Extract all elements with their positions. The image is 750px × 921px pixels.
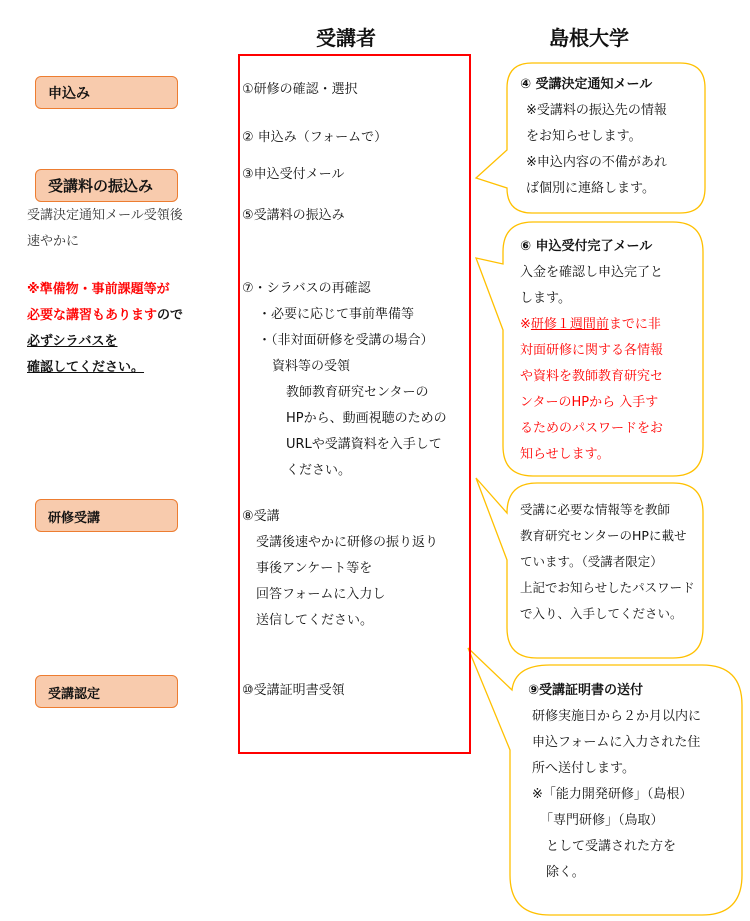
syllabus-warning [27,277,183,381]
step-line: ⑧受講 [242,509,280,524]
step-line: 受講後速やかに研修の振り返り [256,535,439,550]
step-line: 教師教育研究センターの [286,385,429,400]
callout-title: ④ 受講決定通知メール [520,77,653,92]
warning-line: ので [157,308,184,323]
step-8 [242,504,438,634]
callout-emphasis: 研修１週間前 [530,317,609,332]
note-line: 速やかに [27,234,80,249]
step-5: ⑤受講料の振込み [242,208,345,223]
warning-line: 必要な講習もあります [27,308,158,323]
step-line: URLや受講資料を入手して [286,437,442,452]
step-line: 回答フォームに入力し [256,587,386,602]
callout-4-text [520,72,667,202]
step-line: 送信してください。 [256,613,374,628]
callout-line: までに非 [608,317,661,332]
warning-line: 確認してください。 [27,360,145,375]
header-university: 島根大学 [549,26,629,50]
callout-line: ※申込内容の不備があれ [526,155,667,170]
payment-note [27,203,183,255]
step-line: ・（非対面研修を受講の場合） [258,333,434,348]
callout-info-text [520,497,695,627]
callout-line: 入金を確認し申込完了と [520,265,664,280]
step-line: ・必要に応じて事前準備等 [258,307,415,322]
stage-attendance: 研修受講 [35,499,178,532]
callout-line: 対面研修に関する各情報 [520,343,664,358]
step-line: 資料等の受領 [272,359,351,374]
callout-line: 教育研究センターのHPに載せ [520,528,687,543]
callout-line: 「専門研修」（鳥取） [540,813,664,828]
callout-line: ています。（受講者限定） [520,554,663,569]
callout-line: 上記でお知らせしたパスワード [520,580,695,595]
callout-title: ⑨受講証明書の送付 [528,683,644,698]
callout-line: 受講に必要な情報等を教師 [520,502,671,517]
callout-line: ンターのHPから 入手す [520,395,659,410]
callout-line: で入り、入手してください。 [520,606,683,621]
warning-line: 必ずシラバスを [27,334,118,349]
step-line: HPから、動画視聴のための [286,411,447,426]
step-10: ⑩受講証明書受領 [242,683,345,698]
stage-certification: 受講認定 [35,675,178,708]
callout-6-text [520,234,663,468]
callout-line: 研修実施日から２か月以内に [532,709,702,724]
step-1: ①研修の確認・選択 [242,82,358,97]
callout-line: ※受講料の振込先の情報 [526,103,667,118]
stage-payment: 受講料の振込み [35,169,178,202]
callout-line: として受講された方を [546,839,677,854]
callout-line: ※「能力開発研修」（島根） [532,787,693,802]
callout-line: します。 [520,291,571,306]
callout-line: 知らせします。 [520,447,610,462]
callout-title: ⑥ 申込受付完了メール [520,239,653,254]
note-line: 受講決定通知メール受領後 [27,208,183,223]
callout-line: 除く。 [546,865,585,880]
callout-9-text [528,678,701,886]
callout-line: ※ [520,317,531,332]
callout-line: るためのパスワードをお [520,421,664,436]
step-line: 事後アンケート等を [256,561,373,576]
step-line: ください。 [286,463,352,478]
callout-line: 申込フォームに入力された住 [532,735,701,750]
step-2: ② 申込み（フォームで） [242,130,388,145]
callout-line: や資料を教師教育研究セ [520,369,664,384]
step-3: ③申込受付メール [242,167,345,182]
step-line: ⑦・シラバスの再確認 [242,281,371,296]
stage-application: 申込み [35,76,178,109]
step-7 [242,276,447,484]
callout-line: をお知らせします。 [526,129,642,144]
callout-line: ば個別に連絡します。 [526,181,655,196]
warning-line: ※準備物・事前課題等が [27,282,170,297]
header-student: 受講者 [316,26,376,50]
callout-line: 所へ送付します。 [532,761,635,776]
